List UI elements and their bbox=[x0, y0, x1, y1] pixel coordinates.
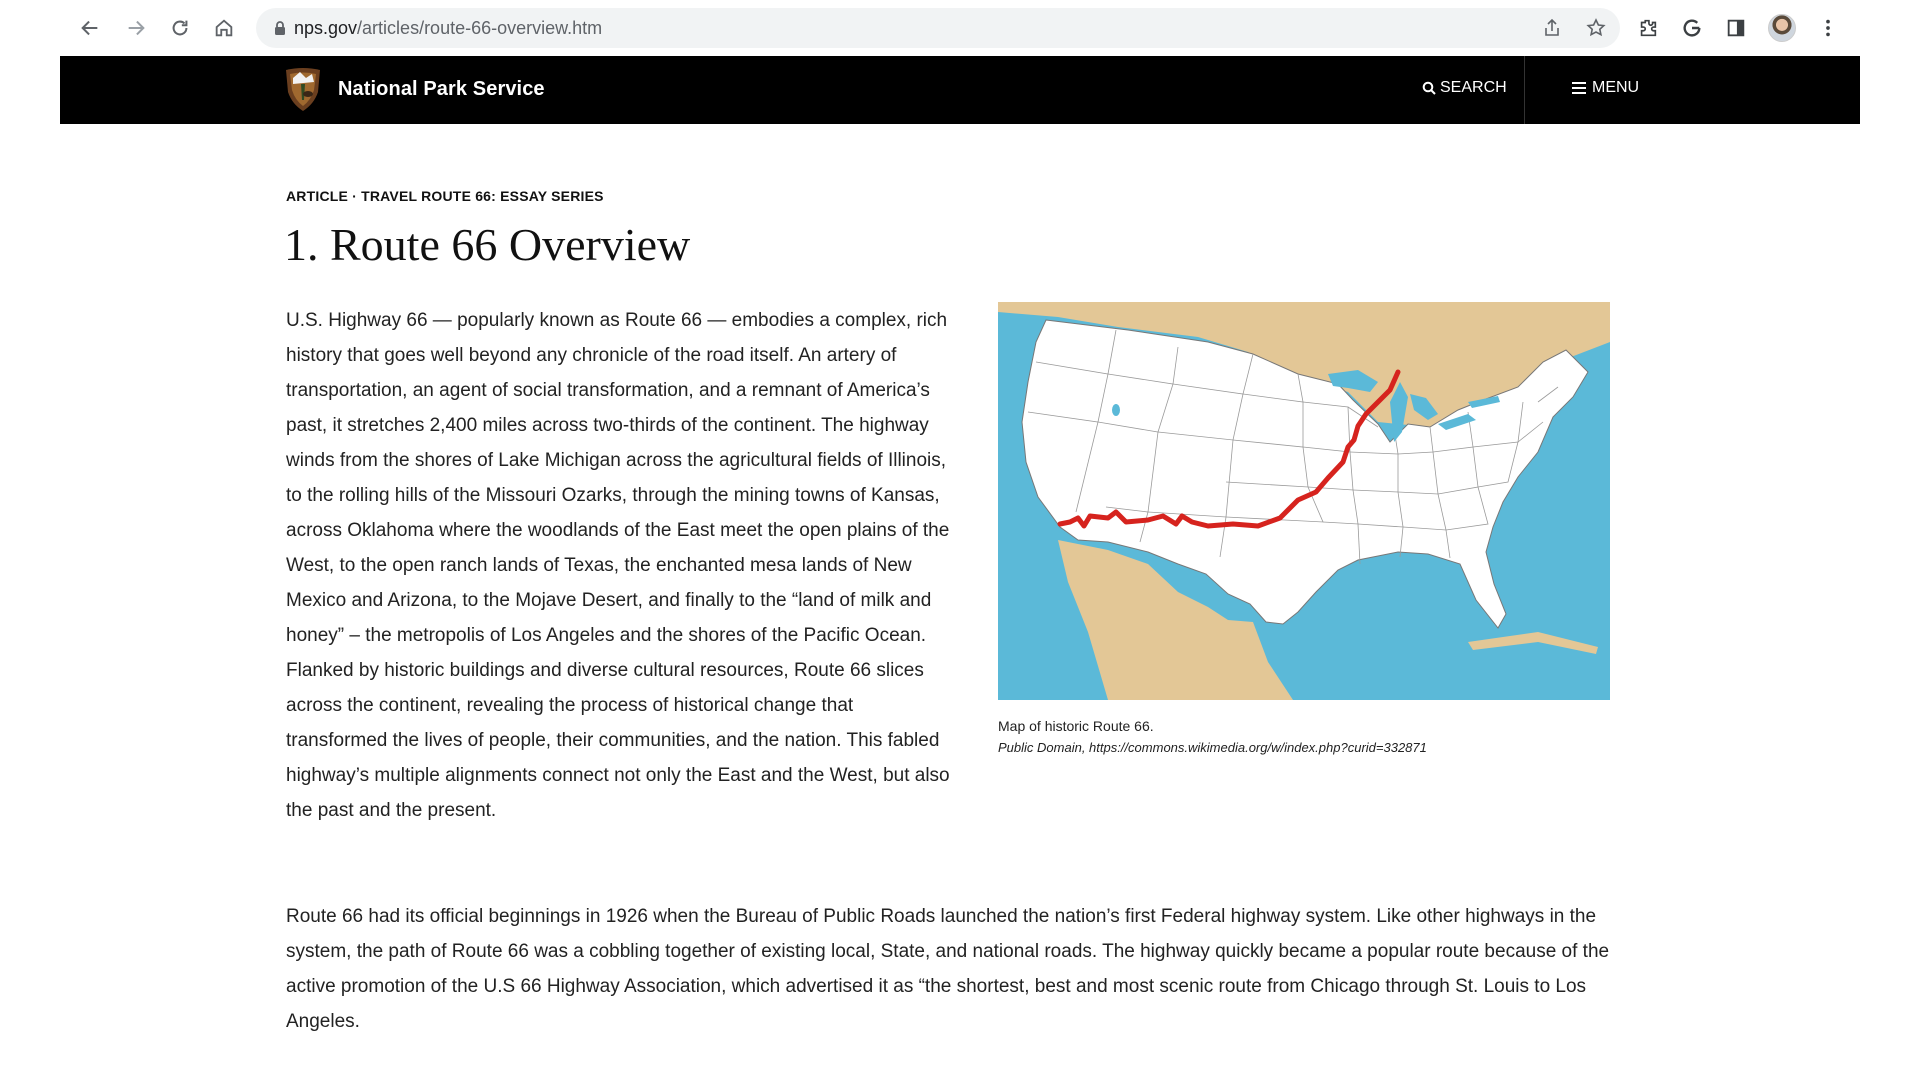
map-salt-lake bbox=[1112, 404, 1120, 416]
extensions-icon[interactable] bbox=[1634, 14, 1662, 42]
map-caption: Map of historic Route 66. bbox=[998, 718, 1154, 734]
menu-button[interactable] bbox=[1572, 79, 1639, 97]
site-brand-link[interactable]: National Park Service bbox=[338, 78, 545, 100]
site-header bbox=[60, 56, 1860, 124]
address-bar[interactable] bbox=[256, 8, 1620, 48]
url-path: /articles/route-66-overview.htm bbox=[357, 18, 603, 38]
star-icon[interactable] bbox=[1586, 18, 1606, 38]
search-icon bbox=[1422, 81, 1436, 95]
route-66-map-image bbox=[998, 302, 1610, 700]
search-label: SEARCH bbox=[1440, 79, 1507, 96]
url-text[interactable] bbox=[294, 18, 602, 39]
more-icon[interactable] bbox=[1814, 14, 1842, 42]
url-host: nps.gov bbox=[294, 18, 358, 38]
nps-arrowhead-logo-icon[interactable] bbox=[284, 66, 322, 112]
search-button[interactable] bbox=[1422, 79, 1507, 97]
map-cuba bbox=[1468, 632, 1598, 654]
forward-icon[interactable] bbox=[120, 12, 152, 44]
lock-icon[interactable] bbox=[272, 20, 288, 36]
browser-toolbar bbox=[0, 0, 1920, 56]
menu-label: MENU bbox=[1592, 79, 1640, 96]
share-icon[interactable] bbox=[1542, 18, 1562, 38]
article-paragraph-2: Route 66 had its official beginnings in 1926 when the Bureau of Public Roads launched the nation’s first Federal highway system. Like other highways in the system, the path of Route 66 was a cobbling together of existing local, State, and national roads. The highway quickly became a popular route because of the active promotion of the U.S 66 Highway Association, which advertised it as “the shortest, best and most scenic route from Chicago through St. Louis to Los Angeles. bbox=[286, 906, 1610, 1032]
header-divider bbox=[1524, 56, 1525, 124]
reload-icon[interactable] bbox=[164, 12, 196, 44]
article-kicker: ARTICLE · TRAVEL ROUTE 66: ESSAY SERIES bbox=[286, 188, 604, 204]
page-title: 1. Route 66 Overview bbox=[284, 219, 691, 270]
google-icon[interactable] bbox=[1678, 14, 1706, 42]
sidepanel-icon[interactable] bbox=[1722, 14, 1750, 42]
hamburger-icon bbox=[1572, 82, 1586, 94]
profile-avatar[interactable] bbox=[1768, 14, 1796, 42]
home-icon[interactable] bbox=[208, 12, 240, 44]
map-credit: Public Domain, https://commons.wikimedia.org/w/index.php?curid=332871 bbox=[998, 740, 1427, 755]
back-icon[interactable] bbox=[74, 12, 106, 44]
article-paragraph-1: U.S. Highway 66 — popularly known as Route 66 — embodies a complex, rich history that goes well beyond any chronicle of the road itself. An artery of transportation, an agent of social transformation, and a remnant of America’s past, it stretches 2,400 miles across two-thirds of the continent. The highway winds from the shores of Lake Michigan across the agricultural fields of Illinois, to the rolling hills of the Missouri Ozarks, through the mining towns of Kansas, across Oklahoma where the woodlands of the East meet the open plains of the West, to the open ranch lands of Texas, the enchanted mesa lands of New Mexico and Arizona, to the Mojave Desert, and finally to the “land of milk and honey” – the metropolis of Los Angeles and the shores of the Pacific Ocean. Flanked by historic buildings and diverse cultural resources, Route 66 slices across the continent, revealing the process of historical change that transformed the lives of people, their communities, and the nation. This fabled highway’s multiple alignments connect not only the East and the West, but also the past and the present. bbox=[286, 310, 950, 821]
